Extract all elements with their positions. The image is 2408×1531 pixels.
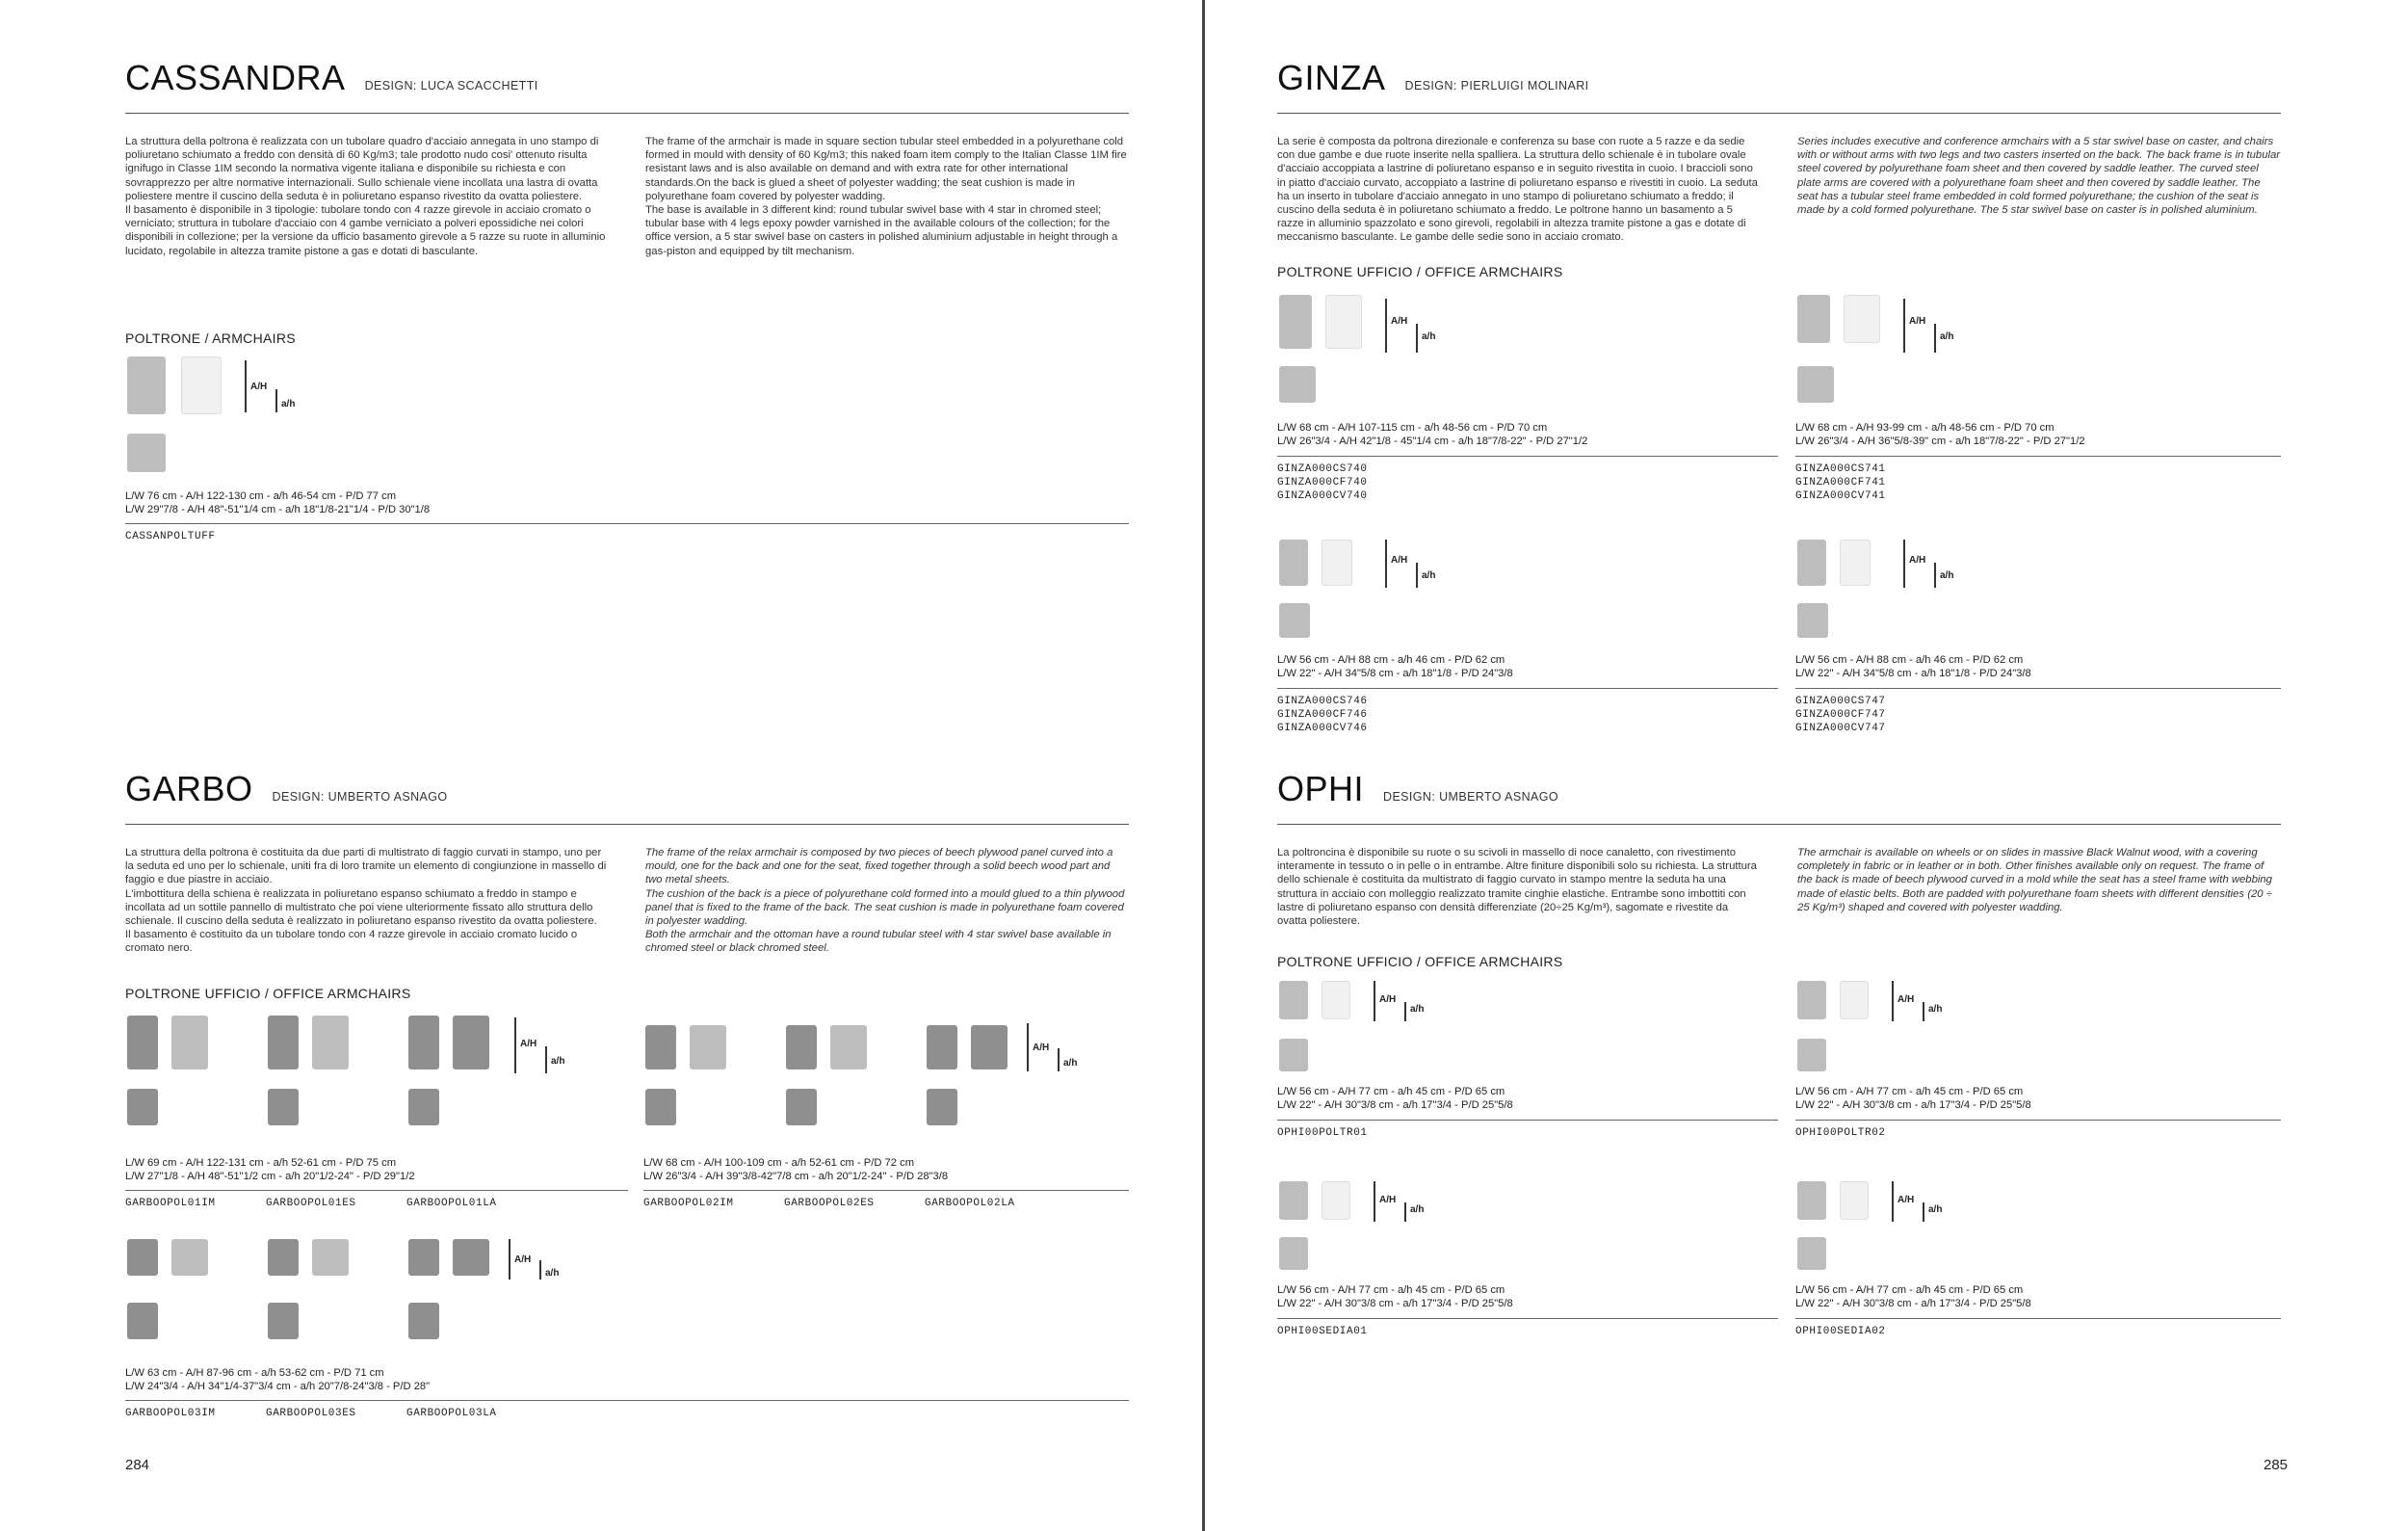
seat-height-bar — [275, 389, 277, 412]
dims-metric: L/W 56 cm - A/H 77 cm - a/h 45 cm - P/D 65 cm — [1277, 1086, 1505, 1097]
product-code: GINZA000CF747 — [1795, 709, 1886, 721]
chair-top-image — [1797, 366, 1834, 403]
chair-front-image — [1797, 295, 1830, 343]
chair-front-image — [1797, 981, 1826, 1019]
height-bar — [1027, 1023, 1029, 1071]
separator — [1795, 1318, 2281, 1319]
dims-imperial: L/W 26"3/4 - A/H 42"1/8 - 45"1/4 cm - a/h 18"7/8-22" - P/D 27"1/2 — [1277, 436, 1588, 447]
dims-imperial: L/W 22" - A/H 30"3/8 cm - a/h 17"3/4 - P/D 25"5/8 — [1277, 1298, 1513, 1309]
product-code: GINZA000CS740 — [1277, 463, 1368, 475]
height-bar — [1385, 540, 1387, 588]
product-code: GINZA000CV747 — [1795, 723, 1886, 734]
separator — [125, 1190, 628, 1191]
product-code: CASSANPOLTUFF — [125, 531, 216, 542]
dims-imperial: L/W 27"1/8 - A/H 48"-51"1/2 cm - a/h 20"1/2-24" - P/D 29"1/2 — [125, 1171, 415, 1182]
seat-height-bar — [545, 1046, 547, 1073]
label-ah-total: A/H — [1379, 1195, 1397, 1205]
product-code: GARBOOPOL02LA — [925, 1198, 1015, 1209]
description-italian: La struttura della poltrona è realizzata con un tubolare quadro d'acciaio annegata in uno stampo di poliuretano schiumato a freddo con densità di 60 Kg/m3; tale prodotto nudo cosi' ottenuto risulta ignifugo in Classe 1IM secondo la normativa vigente italiana e disponibile su richiesta e con sovrapprezzo per altre normative internazionali. Sullo schienale viene incollata una lastra di ovatta poliestere mentre il cuscino della seduta è in poliuretano espanso rivestito da ovatta poliestere. Il basamento è disponibile in 3 tipologie: tubolare tondo con 4 razze girevole in acciaio cromato o verniciato; struttura in tubolare d'acciaio con 4 gambe verniciato a polveri epossidiche nei colori disponibili in collezione; per la versione da ufficio basamento girevole a 5 razze su ruote in alluminio lucidato, regolabile in altezza tramite pistone a gas e dotati di basculante. — [125, 136, 606, 257]
chair-top-image — [1797, 1039, 1826, 1071]
product-cassandra — [125, 355, 1129, 547]
product-code: GARBOOPOL03IM — [125, 1408, 216, 1419]
product-code: GINZA000CV741 — [1795, 490, 1886, 502]
subhead-office-armchairs: POLTRONE UFFICIO / OFFICE ARMCHAIRS — [1277, 954, 1563, 969]
section-cassandra — [125, 58, 1129, 258]
description-italian: La poltroncina è disponibile su ruote o su scivoli in massello di noce canaletto, con rivestimento interamente in tessuto o in pelle o in entrambe. Altre finiture disponibili solo su richiesta. La struttura dello schienale è costituita da multistrato di faggio curvato in stampo mentre la seduta ha una struttura in acciaio con molleggio realizzato tramite cinghie elastiche. Entrambe sono imbottiti con lastre di poliuretano espanso con densità differenziate (20÷25 Kg/m³), sagomate e rivestite da ovatta poliestere. — [1277, 847, 1757, 928]
label-ah-seat: a/h — [1940, 570, 1954, 581]
separator — [1277, 1120, 1778, 1121]
section-ginza — [1277, 58, 2281, 245]
product-code: GARBOOPOL02ES — [784, 1198, 875, 1209]
seat-height-bar — [1923, 1002, 1924, 1021]
dims-metric: L/W 69 cm - A/H 122-131 cm - a/h 52-61 cm - P/D 75 cm — [125, 1157, 397, 1169]
chair-side-image — [312, 1016, 349, 1069]
label-ah-total: A/H — [250, 382, 268, 392]
chair-front-image — [927, 1025, 957, 1069]
chair-side-image — [1840, 981, 1869, 1019]
dimensions — [1795, 421, 2085, 448]
label-ah-seat: a/h — [1422, 331, 1436, 342]
label-ah-total: A/H — [1898, 994, 1915, 1005]
chair-side-image — [1325, 295, 1362, 349]
product-code: GARBOOPOL01IM — [125, 1198, 216, 1209]
section-header — [1277, 769, 2281, 825]
dims-metric: L/W 56 cm - A/H 88 cm - a/h 46 cm - P/D 62 cm — [1277, 654, 1505, 666]
chair-front-image — [1279, 540, 1308, 586]
chair-side-image — [453, 1016, 489, 1069]
section-header — [125, 769, 1129, 825]
chair-front-image — [268, 1016, 299, 1069]
seat-height-bar — [1404, 1202, 1406, 1222]
height-bar — [245, 360, 247, 412]
subhead-armchairs: POLTRONE / ARMCHAIRS — [125, 330, 296, 346]
dims-metric: L/W 56 cm - A/H 77 cm - a/h 45 cm - P/D 65 cm — [1795, 1086, 2024, 1097]
dimensions — [1795, 1283, 2031, 1310]
chair-top-image — [1279, 603, 1310, 638]
chair-front-image — [1279, 1181, 1308, 1220]
dims-imperial: L/W 26"3/4 - A/H 36"5/8-39" cm - a/h 18"7/8-22" - P/D 27"1/2 — [1795, 436, 2085, 447]
chair-front-image — [1797, 540, 1826, 586]
chair-top-image — [645, 1089, 676, 1125]
chair-front-image — [1279, 295, 1312, 349]
chair-side-image — [453, 1239, 489, 1276]
dims-imperial: L/W 22" - A/H 34"5/8 cm - a/h 18"1/8 - P/D 24"3/8 — [1277, 668, 1513, 679]
chair-side-image — [1840, 540, 1871, 586]
product-code: GINZA000CV740 — [1277, 490, 1368, 502]
label-ah-seat: a/h — [1410, 1204, 1425, 1215]
section-garbo — [125, 769, 1129, 956]
chair-side-image — [1322, 540, 1352, 586]
chair-side-image — [171, 1016, 208, 1069]
label-ah-seat: a/h — [1928, 1204, 1943, 1215]
designer-credit: DESIGN: LUCA SCACCHETTI — [364, 79, 538, 92]
dims-metric: L/W 76 cm - A/H 122-130 cm - a/h 46-54 cm - P/D 77 cm — [125, 490, 397, 502]
label-ah-seat: a/h — [1422, 570, 1436, 581]
seat-height-bar — [539, 1260, 541, 1280]
chair-top-image — [927, 1089, 957, 1125]
chair-front-image — [408, 1016, 439, 1069]
chair-front-image — [127, 1016, 158, 1069]
chair-front-image — [127, 1239, 158, 1276]
page-number-right: 285 — [2264, 1457, 2289, 1473]
dims-imperial: L/W 29"7/8 - A/H 48"-51"1/4 cm - a/h 18"1/8-21"1/4 - P/D 30"1/8 — [125, 504, 431, 515]
chair-front-image — [645, 1025, 676, 1069]
product-code: GARBOOPOL03ES — [266, 1408, 356, 1419]
description-italian: La struttura della poltrona è costituita da due parti di multistrato di faggio curvati in stampo, uno per la seduta ed uno per lo schienale, uniti fra di loro tramite un elemento di congiunzione in massello di faggio e due piastre in acciaio. L'imbottitura della schiena è realizzata in poliuretano espanso schiumato a freddo in stampo e incollata ad un sottile pannello di multistrato che poi viene ulteriormente fissato allo struttura dello schienale. Il cuscino della seduta è realizzato in poliuretano espanso rivestito da ovatta poliestere. Il basamento è costituito da un tubolare tondo con 4 razze girevole in acciaio cromato lucido o cromato nero. — [125, 847, 607, 955]
chair-front-image — [1797, 1181, 1826, 1220]
section-title: OPHI — [1277, 769, 1365, 808]
chair-top-image — [1797, 1237, 1826, 1270]
label-ah-seat: a/h — [1940, 331, 1954, 342]
product-ginza-740 — [1277, 289, 1778, 502]
dimensions — [1795, 653, 2031, 680]
dims-metric: L/W 56 cm - A/H 77 cm - a/h 45 cm - P/D 65 cm — [1795, 1284, 2024, 1296]
subhead-office-armchairs: POLTRONE UFFICIO / OFFICE ARMCHAIRS — [1277, 264, 1563, 279]
dims-metric: L/W 56 cm - A/H 77 cm - a/h 45 cm - P/D 65 cm — [1277, 1284, 1505, 1296]
dimensions — [1795, 1085, 2031, 1112]
label-ah-seat: a/h — [1928, 1004, 1943, 1015]
chair-side-image — [1840, 1181, 1869, 1220]
product-code: OPHI00SEDIA01 — [1277, 1326, 1368, 1337]
product-code: GINZA000CV746 — [1277, 723, 1368, 734]
product-code: GINZA000CF746 — [1277, 709, 1368, 721]
label-ah-total: A/H — [1909, 555, 1926, 566]
dimensions — [125, 1156, 415, 1183]
chair-top-image — [268, 1089, 299, 1125]
height-bar — [1903, 299, 1905, 353]
label-ah-seat: a/h — [281, 399, 296, 409]
label-ah-total: A/H — [1898, 1195, 1915, 1205]
product-ginza-747 — [1795, 536, 2296, 734]
chair-top-image — [127, 1303, 158, 1339]
subhead-office-armchairs: POLTRONE UFFICIO / OFFICE ARMCHAIRS — [125, 986, 411, 1001]
label-ah-total: A/H — [520, 1039, 537, 1049]
dims-imperial: L/W 22" - A/H 30"3/8 cm - a/h 17"3/4 - P/D 25"5/8 — [1277, 1099, 1513, 1111]
chair-front-image — [127, 356, 166, 414]
chair-top-image — [127, 434, 166, 472]
dims-metric: L/W 63 cm - A/H 87-96 cm - a/h 53-62 cm - P/D 71 cm — [125, 1367, 384, 1379]
separator — [643, 1190, 1129, 1191]
section-title: GARBO — [125, 769, 253, 808]
dims-imperial: L/W 22" - A/H 30"3/8 cm - a/h 17"3/4 - P/D 25"5/8 — [1795, 1298, 2031, 1309]
product-ginza-741 — [1795, 289, 2296, 502]
label-ah-total: A/H — [1391, 555, 1408, 566]
height-bar — [1892, 981, 1894, 1021]
dims-metric: L/W 56 cm - A/H 88 cm - a/h 46 cm - P/D 62 cm — [1795, 654, 2024, 666]
label-ah-seat: a/h — [545, 1268, 560, 1279]
section-header — [1277, 58, 2281, 114]
chair-top-image — [408, 1303, 439, 1339]
separator — [1795, 456, 2281, 457]
description-english: The frame of the armchair is made in square section tubular steel embedded in a polyurethane cold formed in mould with density of 60 Kg/m3; this naked foam item comply to the Italian Classe 1IM fire resistant laws and is also available on demand and with extra rate for other international standards.On the back is glued a sheet of polyester wadding; the seat cushion is made in polyurethane foam covered by polyester wadding. The base is available in 3 different kind: round tubular swivel base with 4 star in chromed steel; tubular base with 4 legs epoxy powder varnished in the available colours of the collection; for the office version, a 5 star swivel base on casters in polished aluminium adjustable in height through a gas-piston and equipped by tilt mechanism. — [645, 136, 1127, 257]
description-english: The armchair is available on wheels or on slides in massive Black Walnut wood, with a covering completely in fabric or in leather or in both. Other finishes available only on request. The frame of the back is made of beech plywood curved in a mold while the seat has a steel frame with webbing made of elastic belts. Both are padded with polyurethane foam sheets with different densities (20 ÷ 25 Kg/m³) shaped and covered with polyester wadding. — [1797, 847, 2272, 913]
section-title: CASSANDRA — [125, 58, 346, 97]
separator — [1277, 456, 1778, 457]
product-group-garbo-03 — [125, 1233, 1129, 1426]
product-code: GARBOOPOL01ES — [266, 1198, 356, 1209]
dimensions — [125, 1366, 430, 1393]
label-ah-seat: a/h — [1063, 1058, 1078, 1069]
section-ophi — [1277, 769, 2281, 928]
chair-side-image — [1322, 1181, 1350, 1220]
separator — [125, 523, 1129, 524]
chair-side-image — [181, 356, 222, 414]
chair-top-image — [408, 1089, 439, 1125]
height-bar — [1385, 299, 1387, 353]
seat-height-bar — [1404, 1002, 1406, 1021]
height-bar — [509, 1239, 510, 1280]
product-group-garbo-01 — [125, 1012, 626, 1209]
product-code: GINZA000CS746 — [1277, 696, 1368, 707]
dimensions — [1277, 421, 1587, 448]
product-code: OPHI00POLTR01 — [1277, 1127, 1368, 1139]
dims-imperial: L/W 22" - A/H 34"5/8 cm - a/h 18"1/8 - P/D 24"3/8 — [1795, 668, 2031, 679]
product-code: GINZA000CF741 — [1795, 477, 1886, 488]
seat-height-bar — [1058, 1048, 1060, 1071]
label-ah-total: A/H — [1379, 994, 1397, 1005]
dimensions — [1277, 1085, 1513, 1112]
designer-credit: DESIGN: PIERLUIGI MOLINARI — [1404, 79, 1589, 92]
separator — [1795, 688, 2281, 689]
dimensions — [1277, 653, 1513, 680]
height-bar — [1903, 540, 1905, 588]
dimensions — [1277, 1283, 1513, 1310]
page-number-left: 284 — [125, 1457, 150, 1473]
label-ah-seat: a/h — [1410, 1004, 1425, 1015]
dimensions — [643, 1156, 948, 1183]
designer-credit: DESIGN: UMBERTO ASNAGO — [1383, 790, 1559, 804]
product-code: GARBOOPOL02IM — [643, 1198, 734, 1209]
section-header — [125, 58, 1129, 114]
seat-height-bar — [1923, 1202, 1924, 1222]
product-ophi-sedia02 — [1795, 1177, 2296, 1360]
label-ah-seat: a/h — [551, 1056, 565, 1067]
dims-metric: L/W 68 cm - A/H 93-99 cm - a/h 48-56 cm - P/D 70 cm — [1795, 422, 2055, 434]
chair-top-image — [1279, 366, 1316, 403]
label-ah-total: A/H — [514, 1254, 532, 1265]
height-bar — [1374, 981, 1375, 1021]
seat-height-bar — [1416, 563, 1418, 588]
product-code: GINZA000CS741 — [1795, 463, 1886, 475]
product-code: GINZA000CF740 — [1277, 477, 1368, 488]
separator — [1277, 1318, 1778, 1319]
product-ophi-sedia01 — [1277, 1177, 1778, 1360]
height-bar — [1374, 1181, 1375, 1222]
seat-height-bar — [1416, 324, 1418, 353]
separator — [1277, 688, 1778, 689]
separator — [1795, 1120, 2281, 1121]
product-group-garbo-02 — [643, 1012, 1129, 1209]
seat-height-bar — [1934, 563, 1936, 588]
product-code: OPHI00SEDIA02 — [1795, 1326, 1886, 1337]
chair-top-image — [786, 1089, 817, 1125]
description-italian: La serie è composta da poltrona direzionale e conferenza su base con ruote a 5 razze e da sedie con due gambe e due ruote inserite nella spalliera. La struttura dello schienale è in tubolare ovale d'acciaio accoppiata a lastrine di poliuretano espanso e in seguito rivestita in cuoio. I braccioli sono in piatto d'acciaio curvato, accoppiato a lastrine di poliuretano espanso e rivestiti in cuoio. La seduta ha un inserto in tubolare d'acciaio annegato in uno stampo di poliuretano schiumato a freddo; il cuscino della seduta è in poliuretano schiumato a freddo. Le poltrone hanno un basamento a 5 razze in alluminio spazzolato e sono girevoli, regolabili in altezza tramite pistone a gas e dotate di meccanismo basculante. Le gambe delle sedie sono in acciaio cromato. — [1277, 136, 1758, 244]
chair-top-image — [1797, 603, 1828, 638]
chair-top-image — [268, 1303, 299, 1339]
chair-front-image — [786, 1025, 817, 1069]
product-code: GINZA000CS747 — [1795, 696, 1886, 707]
chair-side-image — [690, 1025, 726, 1069]
page-gutter — [1202, 0, 1205, 1531]
dims-imperial: L/W 22" - A/H 30"3/8 cm - a/h 17"3/4 - P/D 25"5/8 — [1795, 1099, 2031, 1111]
product-code: OPHI00POLTR02 — [1795, 1127, 1886, 1139]
dims-metric: L/W 68 cm - A/H 100-109 cm - a/h 52-61 cm - P/D 72 cm — [643, 1157, 915, 1169]
designer-credit: DESIGN: UMBERTO ASNAGO — [272, 790, 448, 804]
chair-side-image — [1322, 981, 1350, 1019]
chair-side-image — [830, 1025, 867, 1069]
product-ophi-poltr01 — [1277, 977, 1778, 1160]
chair-front-image — [408, 1239, 439, 1276]
dims-imperial: L/W 26"3/4 - A/H 39"3/8-42"7/8 cm - a/h 20"1/2-24" - P/D 28"3/8 — [643, 1171, 949, 1182]
dims-metric: L/W 68 cm - A/H 107-115 cm - a/h 48-56 cm - P/D 70 cm — [1277, 422, 1548, 434]
height-bar — [1892, 1181, 1894, 1222]
chair-top-image — [1279, 1039, 1308, 1071]
product-code: GARBOOPOL01LA — [406, 1198, 497, 1209]
label-ah-total: A/H — [1909, 316, 1926, 327]
seat-height-bar — [1934, 324, 1936, 353]
chair-side-image — [171, 1239, 208, 1276]
chair-top-image — [1279, 1237, 1308, 1270]
dims-imperial: L/W 24"3/4 - A/H 34"1/4-37"3/4 cm - a/h 20"7/8-24"3/8 - P/D 28" — [125, 1381, 431, 1392]
chair-side-image — [971, 1025, 1008, 1069]
dimensions — [125, 489, 430, 516]
chair-top-image — [127, 1089, 158, 1125]
height-bar — [514, 1017, 516, 1073]
description-english: The frame of the relax armchair is composed by two pieces of beech plywood panel curved into a mould, one for the back and one for the seat, fixed together through a solid beech wood part and two metal sheets. The cushion of the back is a piece of polyurethane cold formed into a mould glued to a thin plywood panel that is fixed to the frame of the back. The seat cushion is made in polyurethane foam covered in polyester wadding. Both the armchair and the ottoman have a round tubular steel with 4 star swivel base available in chromed steel or black chromed steel. — [645, 847, 1125, 955]
chair-front-image — [268, 1239, 299, 1276]
chair-side-image — [1844, 295, 1880, 343]
chair-front-image — [1279, 981, 1308, 1019]
label-ah-total: A/H — [1033, 1043, 1050, 1053]
description-english: Series includes executive and conference armchairs with a 5 star swivel base on caster, and chairs with or without arms with two legs and two casters inserted on the back. The back frame is in tubular steel covered by polyurethane foam sheet and then covered by saddle leather. The curved steel plate arms are covered with a polyurethane foam sheet and then covered by saddle leather. The seat has a tubular steel frame embedded in cold formed polyurethane; the cushion of the seat is made by a cold formed polyurethane. The 5 star swivel base on caster is in polished aluminium. — [1797, 136, 2281, 217]
section-title: GINZA — [1277, 58, 1386, 97]
product-code: GARBOOPOL03LA — [406, 1408, 497, 1419]
product-ginza-746 — [1277, 536, 1778, 734]
chair-side-image — [312, 1239, 349, 1276]
product-ophi-poltr02 — [1795, 977, 2296, 1160]
separator — [125, 1400, 1129, 1401]
label-ah-total: A/H — [1391, 316, 1408, 327]
